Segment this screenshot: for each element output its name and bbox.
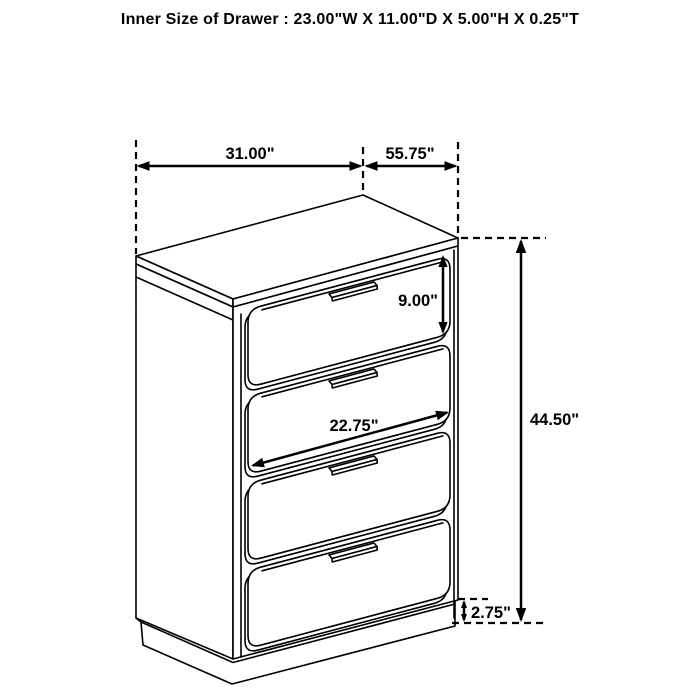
dim-label-drawer-height: 9.00" <box>398 292 438 310</box>
dim-label-drawer-width: 22.75" <box>329 417 379 435</box>
dim-arrow-base-height-head <box>461 614 467 622</box>
dim-label-top-depth: 55.75" <box>385 145 435 163</box>
dim-arrow-top-width-head <box>137 161 150 171</box>
dim-arrow-top-depth-head <box>445 161 458 171</box>
chest-line-drawing <box>136 195 458 684</box>
dim-label-overall-height: 44.50" <box>530 411 580 429</box>
dim-arrow-top-depth-head <box>365 161 378 171</box>
dim-arrow-overall-height-head <box>516 239 527 253</box>
dim-arrow-overall-height-head <box>516 608 527 622</box>
dim-label-base-height: 2.75" <box>471 604 511 622</box>
dim-label-top-width: 31.00" <box>225 145 275 163</box>
dim-arrow-base-height-head <box>461 600 467 608</box>
page-title: Inner Size of Drawer : 23.00"W X 11.00"D X 5.00"H X 0.25"T <box>120 11 580 28</box>
dim-arrow-top-width-head <box>350 161 363 171</box>
chest-side-panel <box>136 264 233 659</box>
dim-arrow-overall-height <box>516 239 527 622</box>
dim-arrow-base-height <box>461 600 467 622</box>
